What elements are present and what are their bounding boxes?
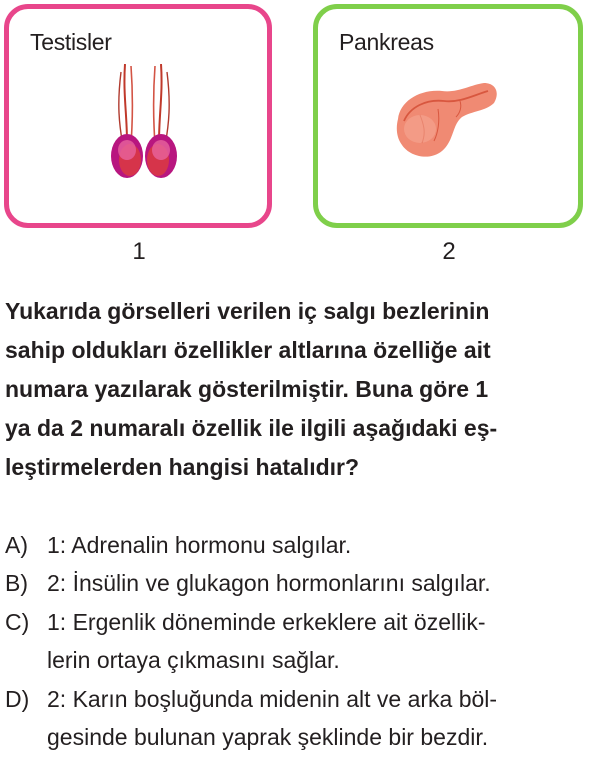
option-a-letter: A) — [5, 532, 28, 558]
option-d[interactable] — [5, 680, 497, 718]
option-c-continuation: lerin ortaya çıkmasını sağlar. — [47, 647, 340, 673]
option-c[interactable] — [5, 603, 486, 641]
question-text — [5, 292, 595, 487]
question-line: numara yazılarak gösterilmiştir. Buna göre 1 — [5, 376, 489, 402]
option-d-letter: D) — [5, 686, 30, 712]
option-d-text: 2: Karın boşluğunda midenin alt ve arka böl- — [47, 686, 498, 712]
option-b-letter: B) — [5, 570, 28, 596]
pancreas-card — [313, 4, 583, 228]
testis-card — [4, 4, 272, 228]
testis-card-title: Testisler — [30, 29, 112, 55]
option-c-letter: C) — [5, 609, 30, 635]
option-b[interactable] — [5, 564, 491, 602]
card-number-1: 1 — [132, 238, 146, 265]
testis-illustration — [97, 64, 193, 184]
option-b-text: 2: İnsülin ve glukagon hormonlarını salgılar. — [47, 570, 491, 596]
option-a-text: 1: Adrenalin hormonu salgılar. — [47, 532, 352, 558]
option-d-continuation: gesinde bulunan yaprak şeklinde bir bezdir. — [47, 724, 489, 750]
question-line: sahip oldukları özellikler altlarına özelliğe ait — [5, 337, 491, 363]
card-number-2: 2 — [442, 238, 456, 265]
question-line: Yukarıda görselleri verilen iç salgı bezlerinin — [5, 298, 490, 324]
question-line: leştirmelerden hangisi hatalıdır? — [5, 454, 360, 480]
option-a[interactable] — [5, 526, 351, 564]
pancreas-illustration — [390, 71, 500, 166]
question-line: ya da 2 numaralı özellik ile ilgili aşağıdaki eş- — [5, 415, 498, 441]
pancreas-card-title: Pankreas — [339, 29, 434, 55]
option-c-text: 1: Ergenlik döneminde erkeklere ait özellik- — [47, 609, 486, 635]
